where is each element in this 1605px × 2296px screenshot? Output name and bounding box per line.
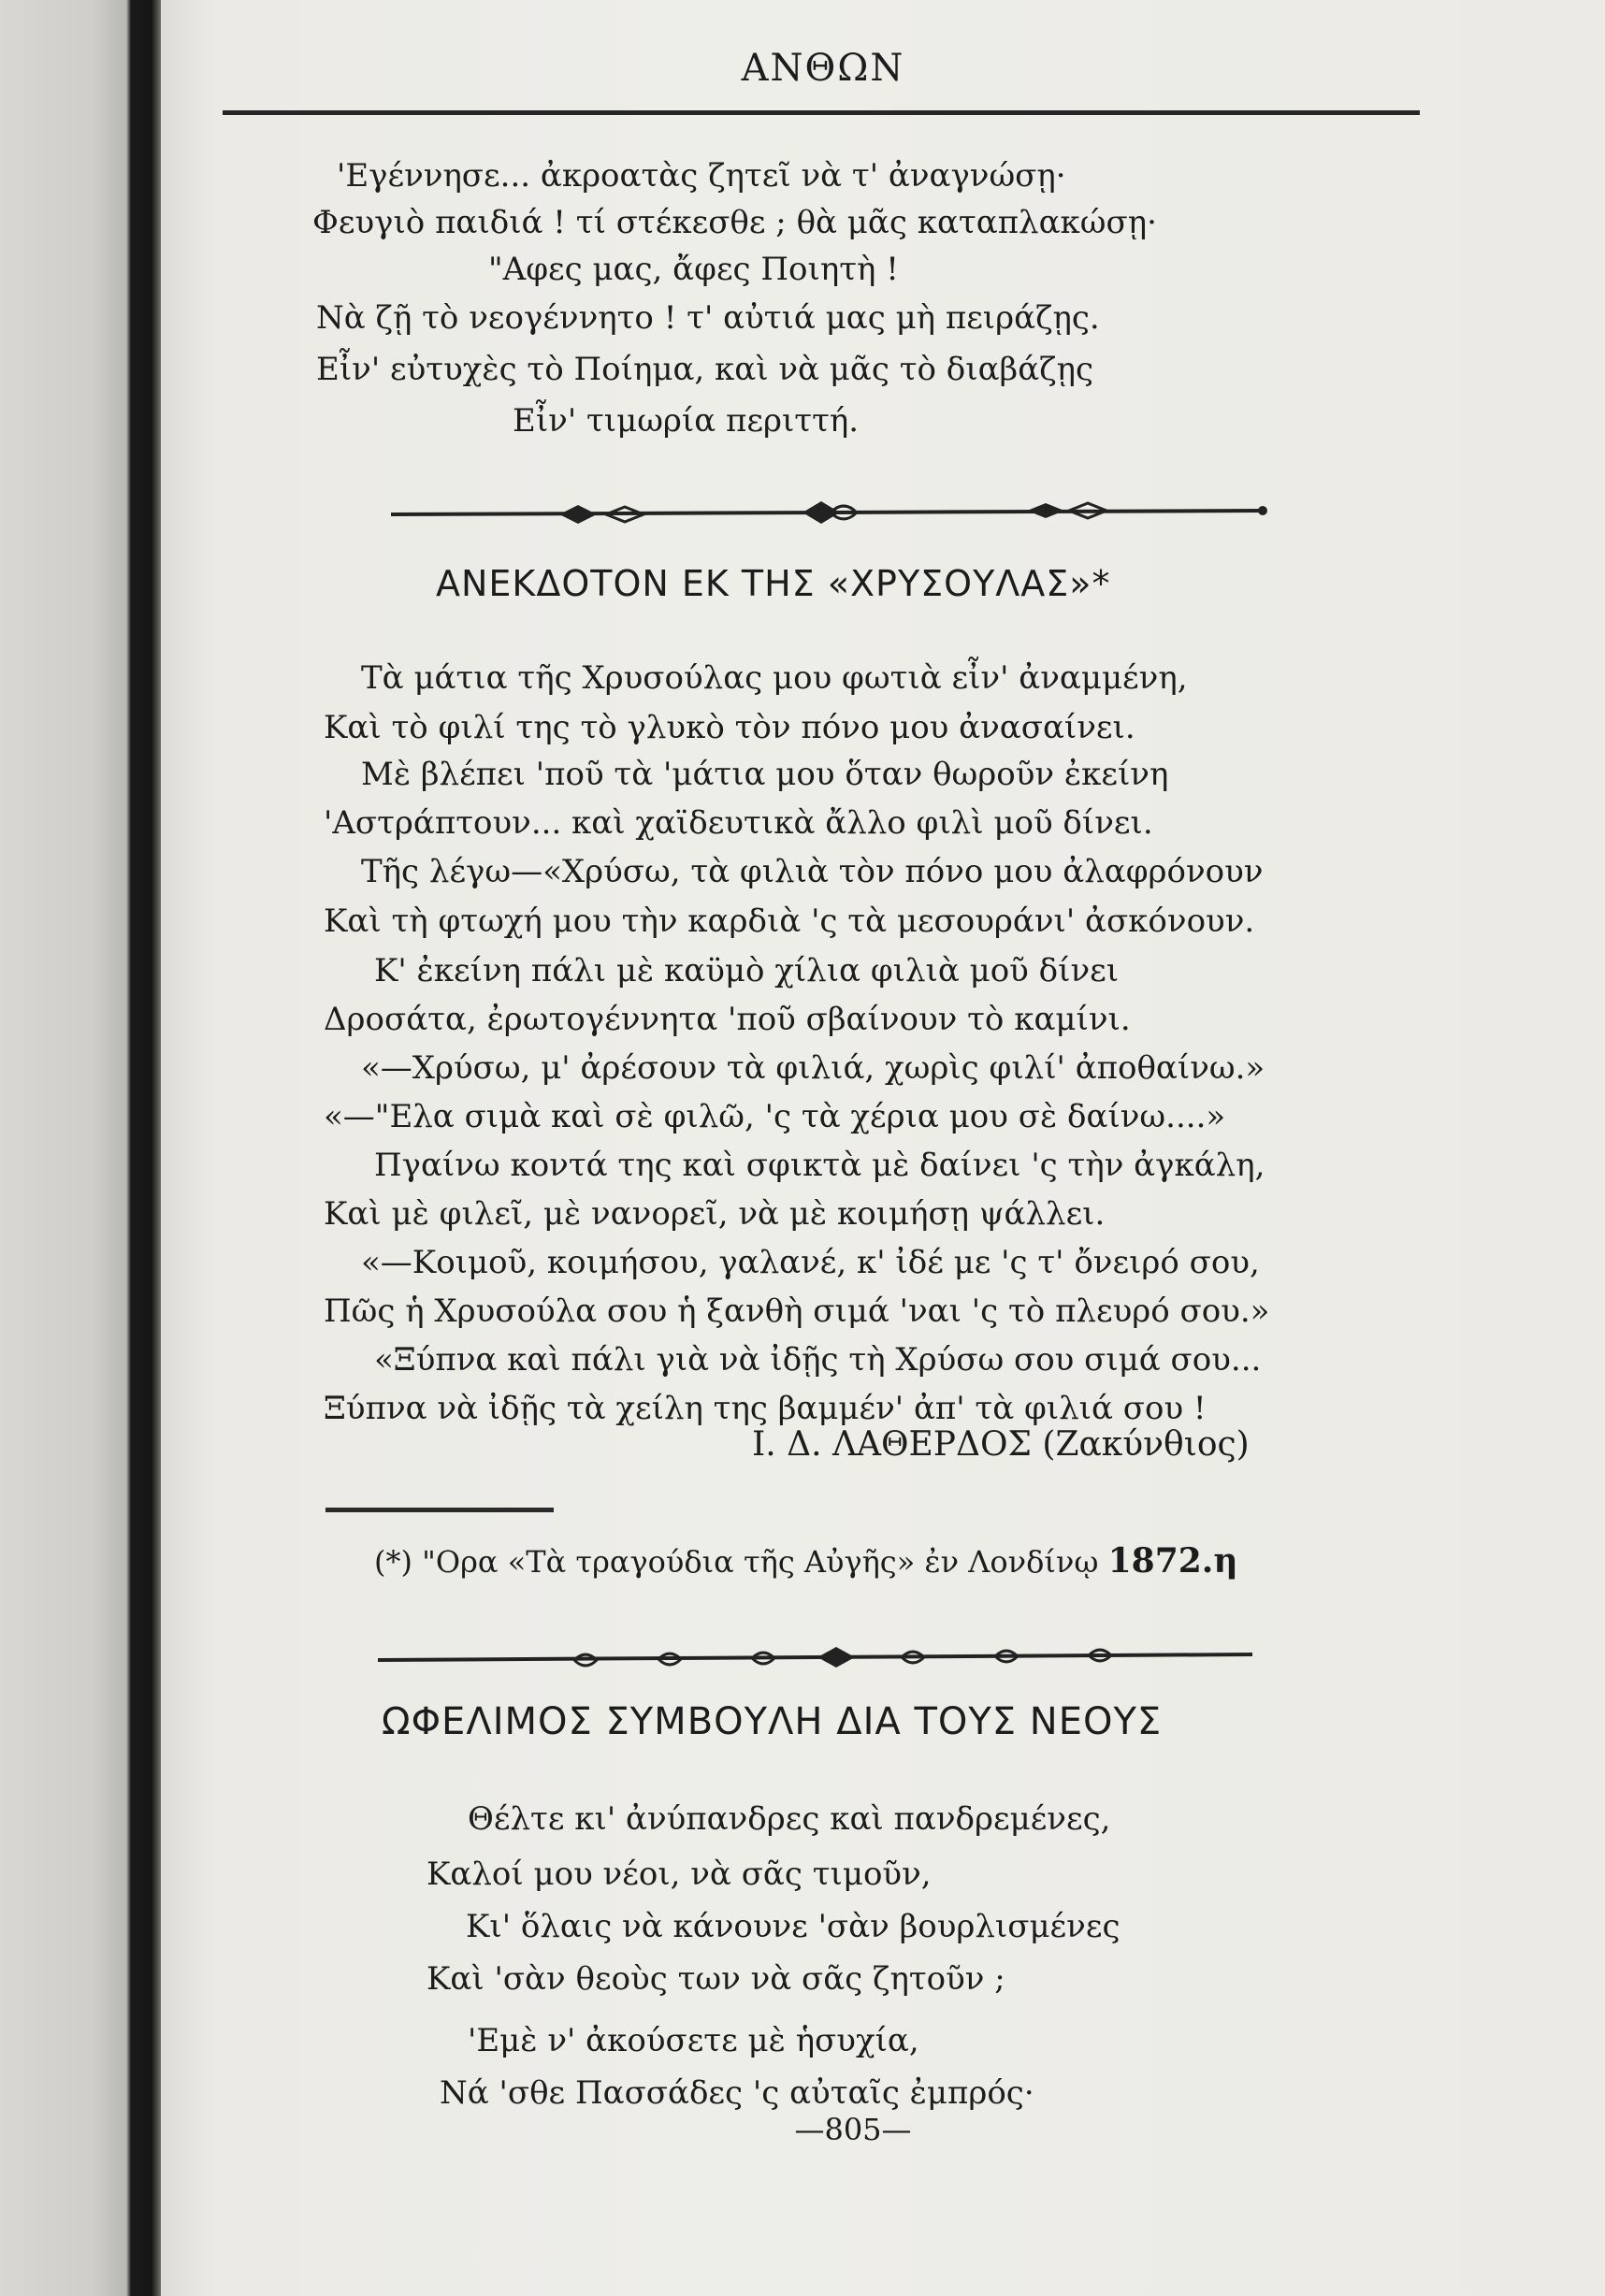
author-signature: Ι. Δ. ΛΑΘΕΡΔΟΣ (Ζακύνθιος) bbox=[752, 1425, 1250, 1464]
anecdote-line: «—Χρύσω, μ' ἀρέσουν τὰ φιλιά, χωρὶς φιλί' ἀποθαίνω.» bbox=[361, 1049, 1265, 1087]
anecdote-line: Ξύπνα νὰ ἰδῇς τὰ χείλη της βαμμέν' ἀπ' τὰ φιλιά σου ! bbox=[324, 1390, 1207, 1427]
ornament-divider-bottom bbox=[378, 1632, 1257, 1679]
binding-gutter bbox=[0, 0, 161, 2296]
anecdote-line: «—"Ελα σιμὰ καὶ σὲ φιλῶ, 'ς τὰ χέρια μου σὲ δαίνω....» bbox=[324, 1098, 1226, 1135]
advice-line: Νά 'σθε Πασσάδες 'ς αὐταῖς ἐμπρός· bbox=[440, 2074, 1034, 2112]
poem-end-line: "Αφες μας, ἄφες Ποιητὴ ! bbox=[488, 251, 899, 288]
anecdote-line: Πῶς ἡ Χρυσούλα σου ἡ ξανθὴ σιμά 'ναι 'ς τὸ πλευρό σου.» bbox=[324, 1292, 1270, 1330]
footnote-rule bbox=[325, 1508, 554, 1512]
anecdote-line: Πγαίνω κοντά της καὶ σφικτὰ μὲ δαίνει 'ς τὴν ἀγκάλη, bbox=[374, 1147, 1265, 1184]
footnote-text: (*) "Ορα «Τὰ τραγούδια τῆς Αὐγῆς» ἐν Λονδίνῳ bbox=[374, 1544, 1099, 1580]
anecdote-line: Δροσάτα, ἐρωτογέννητα 'ποῦ σβαίνουν τὸ καμίνι. bbox=[324, 1001, 1131, 1038]
anecdote-line: «Ξύπνα καὶ πάλι γιὰ νὰ ἰδῇς τὴ Χρύσω σου σιμά σου... bbox=[374, 1341, 1262, 1379]
anecdote-line: 'Αστράπτουν... καὶ χαϊδευτικὰ ἄλλο φιλὶ μοῦ δίνει. bbox=[324, 804, 1153, 842]
anecdote-line: Καὶ μὲ φιλεῖ, μὲ νανορεῖ, νὰ μὲ κοιμήσῃ ψάλλει. bbox=[324, 1195, 1106, 1233]
anecdote-line: Καὶ τὴ φτωχή μου τὴν καρδιὰ 'ς τὰ μεσουράνι' ἀσκόνουν. bbox=[324, 903, 1255, 940]
poem-end-line: 'Εγέννησε... ἀκροατὰς ζητεῖ νὰ τ' ἀναγνώσῃ· bbox=[337, 157, 1066, 195]
advice-line: Καλοί μου νέοι, νὰ σᾶς τιμοῦν, bbox=[427, 1856, 932, 1893]
header-rule bbox=[223, 110, 1420, 115]
anecdote-line: Καὶ τὸ φιλί της τὸ γλυκὸ τὸν πόνο μου ἀνασαίνει. bbox=[324, 709, 1135, 746]
advice-line: Θέλτε κι' ἀνύπανδρες καὶ πανδρεμένες, bbox=[468, 1800, 1111, 1838]
advice-line: 'Εμὲ ν' ἀκούσετε μὲ ἡσυχία, bbox=[468, 2022, 919, 2059]
advice-title: ΩΦΕΛΙΜΟΣ ΣΥΜΒΟΥΛΗ ΔΙΑ ΤΟΥΣ ΝΕΟΥΣ bbox=[382, 1700, 1163, 1743]
advice-line: Κι' ὅλαις νὰ κάνουνε 'σὰν βουρλισμένες bbox=[466, 1908, 1121, 1945]
running-head: ΑΝΘΩΝ bbox=[741, 47, 905, 90]
poem-end-line: Εἶν' τιμωρία περιττή. bbox=[513, 402, 860, 440]
footnote-year: 1872.η bbox=[1107, 1541, 1238, 1581]
anecdote-title: ΑΝΕΚΔΟΤΟΝ ΕΚ ΤΗΣ «ΧΡΥΣΟΥΛΑΣ»* bbox=[436, 563, 1111, 604]
anecdote-line: Μὲ βλέπει 'ποῦ τὰ 'μάτια μου ὅταν θωροῦν ἐκείνη bbox=[361, 756, 1169, 793]
poem-end-line: Φευγιὸ παιδιά ! τί στέκεσθε ; θὰ μᾶς καταπλακώσῃ· bbox=[312, 204, 1157, 241]
footnote bbox=[374, 1541, 1238, 1581]
ornament-divider-top bbox=[391, 486, 1270, 533]
advice-line: Καὶ 'σὰν θεοὺς των νὰ σᾶς ζητοῦν ; bbox=[427, 1960, 1005, 1998]
poem-end-line: Νὰ ζῇ τὸ νεογέννητο ! τ' αὐτιά μας μὴ πειράζῃς. bbox=[316, 299, 1100, 337]
anecdote-line: Τῆς λέγω—«Χρύσω, τὰ φιλιὰ τὸν πόνο μου ἀλαφρόνουν bbox=[361, 853, 1264, 890]
poem-end-line: Εἶν' εὐτυχὲς τὸ Ποίημα, καὶ νὰ μᾶς τὸ διαβάζῃς bbox=[316, 351, 1094, 388]
anecdote-line: «—Κοιμοῦ, κοιμήσου, γαλανέ, κ' ἰδέ με 'ς τ' ὄνειρό σου, bbox=[361, 1244, 1260, 1281]
anecdote-line: Τὰ μάτια τῆς Χρυσούλας μου φωτιὰ εἶν' ἀναμμένη, bbox=[361, 659, 1188, 697]
page-number: —805— bbox=[794, 2112, 912, 2147]
anecdote-line: Κ' ἐκείνη πάλι μὲ καϋμὸ χίλια φιλιὰ μοῦ δίνει bbox=[374, 952, 1120, 989]
